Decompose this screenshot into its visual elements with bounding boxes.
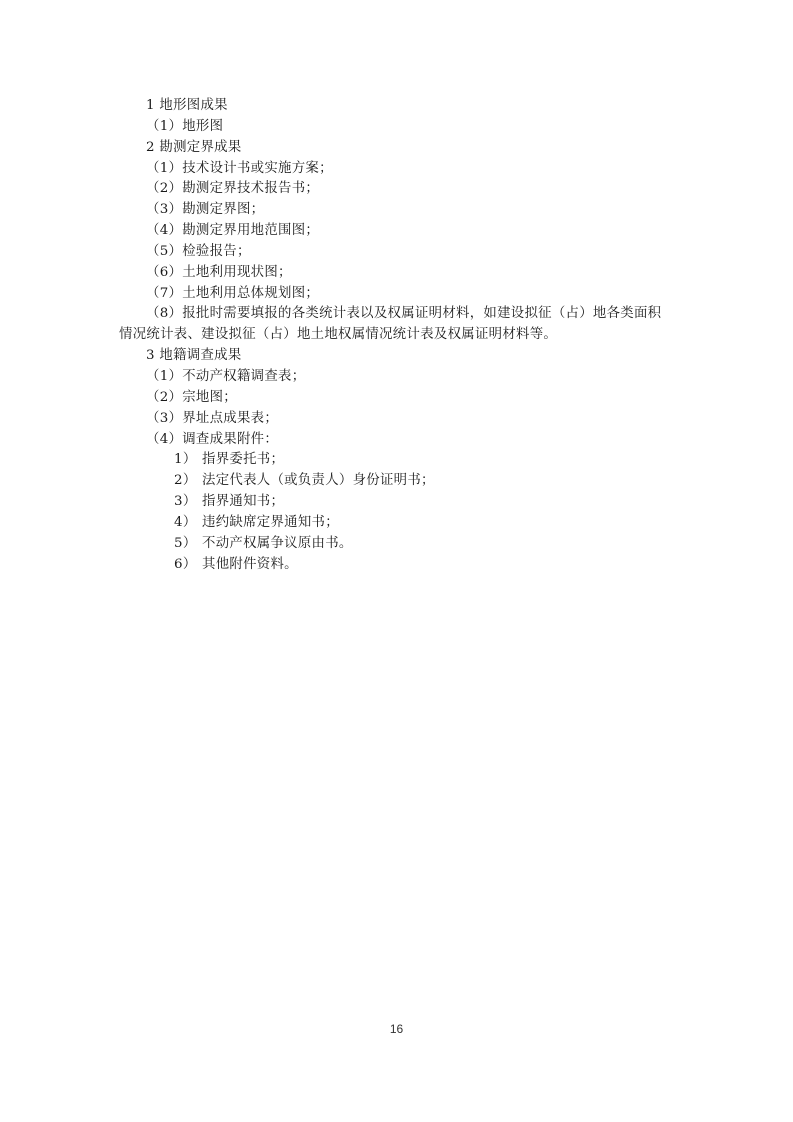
document-body bbox=[119, 96, 679, 575]
sub-item-number: 3） bbox=[174, 494, 197, 510]
sub-item-text: 指界委托书； bbox=[202, 452, 285, 468]
sub-item-text: 违约缺席定界通知书； bbox=[202, 514, 339, 530]
sub-item-text: 不动产权属争议原由书。 bbox=[202, 535, 353, 551]
sub-list-item bbox=[119, 492, 679, 513]
sub-list-item bbox=[119, 513, 679, 534]
sub-item-number: 1） bbox=[174, 452, 197, 468]
list-item: （4）调查成果附件： bbox=[146, 431, 279, 447]
sub-list-item bbox=[119, 471, 679, 492]
sub-item-text: 法定代表人（或负责人）身份证明书； bbox=[202, 473, 435, 489]
sub-item-number: 2） bbox=[174, 473, 197, 489]
list-item: （3）界址点成果表； bbox=[146, 410, 279, 426]
list-item: （4）勘测定界用地范围图； bbox=[146, 223, 320, 239]
list-item: （6）土地利用现状图； bbox=[146, 264, 292, 280]
sub-item-text: 指界通知书； bbox=[202, 494, 285, 510]
list-item: （7）土地利用总体规划图； bbox=[146, 285, 320, 301]
list-item: （1）不动产权籍调查表； bbox=[146, 368, 306, 384]
sub-item-number: 5） bbox=[174, 535, 197, 551]
list-item: （3）勘测定界图； bbox=[146, 202, 265, 218]
list-item: （5）检验报告； bbox=[146, 243, 251, 259]
sub-item-text: 其他附件资料。 bbox=[202, 556, 298, 572]
section-heading-3: 3 地籍调查成果 bbox=[146, 348, 242, 364]
section-heading-1: 1 地形图成果 bbox=[146, 98, 228, 113]
sub-item-number: 6） bbox=[174, 556, 197, 572]
section-heading-2: 2 勘测定界成果 bbox=[146, 139, 242, 155]
list-item: （1）技术设计书或实施方案； bbox=[146, 160, 333, 176]
list-item-8-line-2: 情况统计表、建设拟征（占）地土地权属情况统计表及权属证明材料等。 bbox=[119, 327, 558, 343]
sub-list-item bbox=[119, 450, 679, 471]
list-item: （2）勘测定界技术报告书； bbox=[146, 181, 320, 197]
page-number: 16 bbox=[389, 1022, 404, 1036]
list-item: （1）地形图 bbox=[146, 118, 224, 134]
sub-item-number: 4） bbox=[174, 514, 197, 530]
sub-list-item bbox=[119, 555, 679, 576]
list-item: （2）宗地图； bbox=[146, 389, 237, 405]
list-item-8-line-1: （8）报批时需要填报的各类统计表以及权属证明材料，如建设拟征（占）地各类面积 bbox=[146, 306, 662, 322]
sub-list-item bbox=[119, 534, 679, 555]
